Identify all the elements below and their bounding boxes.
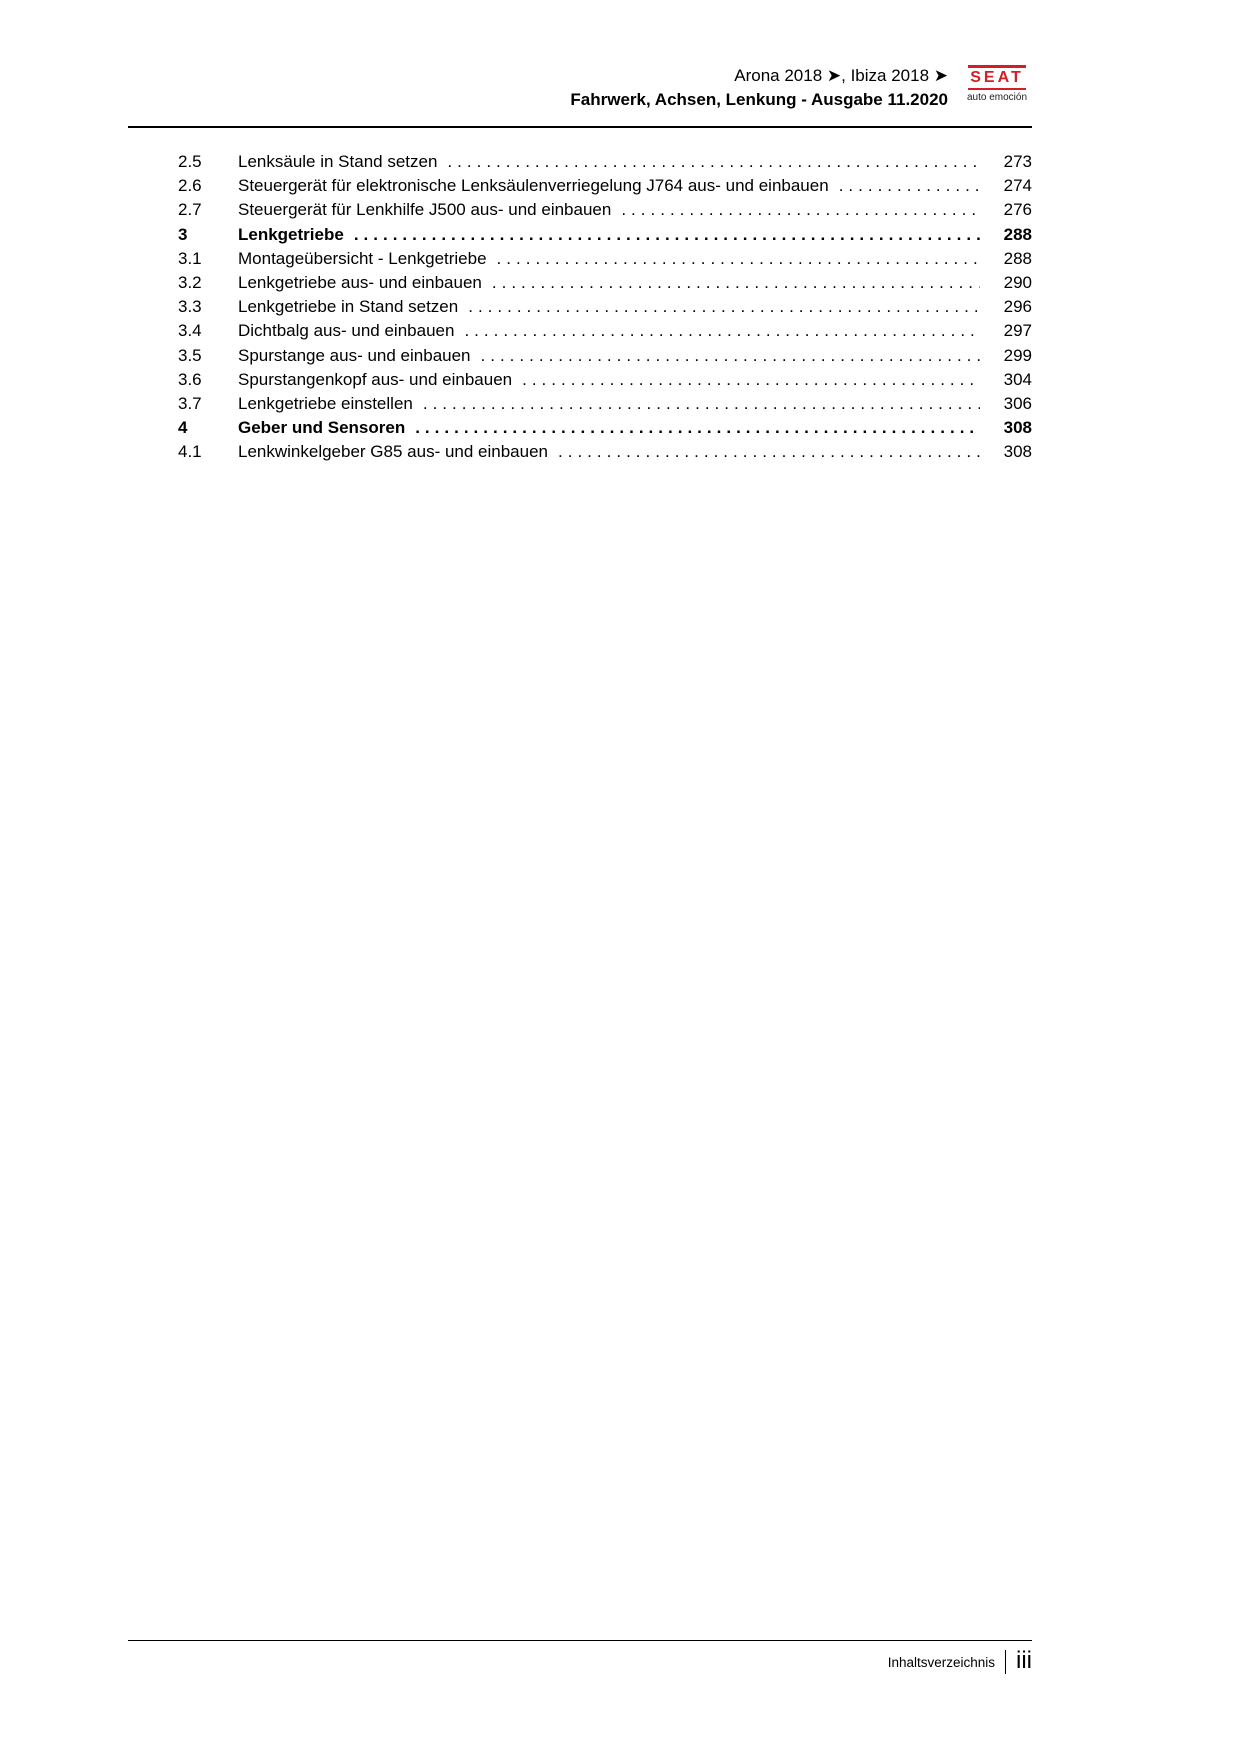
toc-entry-number: 2.6	[178, 176, 202, 196]
toc-entry-number: 2.7	[178, 200, 202, 220]
toc-entry-number: 4	[178, 418, 188, 438]
dot-leader	[839, 174, 980, 198]
toc-entry-number: 4.1	[178, 442, 202, 462]
toc-entry-page: 288	[1003, 248, 1032, 268]
toc-entry-title: Lenkgetriebe	[238, 224, 344, 244]
toc-entry-title: Geber und Sensoren	[238, 418, 406, 438]
footer-rule	[128, 1640, 1032, 1641]
toc-entry-title: Spurstangenkopf aus- und einbauen	[238, 369, 513, 389]
toc-entry-title: Steuergerät für Lenkhilfe J500 aus- und einbauen	[238, 200, 612, 220]
dot-leader	[558, 440, 980, 464]
toc-entry-title: Lenkgetriebe in Stand setzen	[238, 297, 459, 317]
seat-tagline: auto emoción	[966, 92, 1028, 103]
seat-wordmark: SEAT	[968, 65, 1025, 90]
toc-entry	[178, 150, 1032, 174]
dot-leader	[497, 247, 980, 271]
table-of-contents	[178, 150, 1032, 465]
dot-leader	[492, 271, 980, 295]
dot-leader	[621, 198, 980, 222]
toc-entry	[178, 392, 1032, 416]
page-footer	[128, 1648, 1032, 1674]
dot-leader	[423, 392, 980, 416]
toc-entry-page: 308	[1003, 442, 1032, 462]
toc-entry-page: 296	[1003, 297, 1032, 317]
toc-entry-number: 3.1	[178, 248, 202, 268]
toc-entry-page: 306	[1003, 394, 1032, 414]
header-model-line: Arona 2018 ➤, Ibiza 2018 ➤	[734, 66, 948, 85]
dot-leader	[481, 344, 980, 368]
dot-leader	[415, 416, 980, 440]
toc-entry-title: Lenksäule in Stand setzen	[238, 152, 438, 171]
toc-entry-number: 3.4	[178, 321, 202, 341]
toc-entry-page: 288	[1003, 224, 1032, 244]
toc-entry	[178, 295, 1032, 319]
toc-entry-page: 273	[1003, 152, 1032, 171]
toc-entry-number: 3.5	[178, 345, 202, 365]
toc-entry-title: Montageübersicht - Lenkgetriebe	[238, 248, 487, 268]
toc-entry-number: 3	[178, 224, 188, 244]
toc-entry-title: Dichtbalg aus- und einbauen	[238, 321, 455, 341]
toc-entry-number: 3.6	[178, 369, 202, 389]
toc-entry	[178, 344, 1032, 368]
toc-entry-page: 299	[1003, 345, 1032, 365]
header-rule	[128, 126, 1032, 128]
toc-entry-page: 276	[1003, 200, 1032, 220]
footer-divider	[1005, 1650, 1006, 1674]
toc-entry	[178, 271, 1032, 295]
toc-entry	[178, 247, 1032, 271]
toc-entry	[178, 319, 1032, 343]
toc-entry-page: 297	[1003, 321, 1032, 341]
toc-entry	[178, 368, 1032, 392]
toc-entry	[178, 174, 1032, 198]
header-title-line: Fahrwerk, Achsen, Lenkung - Ausgabe 11.2020	[570, 90, 948, 109]
footer-section-label: Inhaltsverzeichnis	[887, 1655, 995, 1670]
header-text	[570, 64, 948, 112]
dot-leader	[522, 368, 980, 392]
page-header	[128, 64, 1032, 112]
dot-leader	[354, 223, 980, 247]
dot-leader	[464, 319, 980, 343]
toc-entry-number: 3.7	[178, 394, 202, 414]
toc-entry	[178, 198, 1032, 222]
toc-entry	[178, 440, 1032, 464]
toc-entry-number: 3.2	[178, 273, 202, 293]
toc-entry-title: Spurstange aus- und einbauen	[238, 345, 471, 365]
toc-entry-title: Steuergerät für elektronische Lenksäulenverriegelung J764 aus- und einbauen	[238, 176, 829, 196]
toc-entry-number: 3.3	[178, 297, 202, 317]
toc-entry-chapter	[178, 416, 1032, 440]
seat-logo	[962, 65, 1032, 103]
dot-leader	[447, 150, 980, 174]
dot-leader	[468, 295, 980, 319]
toc-entry-page: 290	[1003, 273, 1032, 293]
footer-page-number: iii	[1016, 1647, 1032, 1674]
toc-entry-title: Lenkwinkelgeber G85 aus- und einbauen	[238, 442, 549, 462]
toc-entry-title: Lenkgetriebe einstellen	[238, 394, 413, 414]
toc-entry-page: 274	[1003, 176, 1032, 196]
toc-entry-title: Lenkgetriebe aus- und einbauen	[238, 273, 482, 293]
toc-entry-number: 2.5	[178, 152, 202, 171]
toc-entry-page: 308	[1003, 418, 1032, 438]
toc-entry-chapter	[178, 223, 1032, 247]
toc-entry-page: 304	[1003, 369, 1032, 389]
